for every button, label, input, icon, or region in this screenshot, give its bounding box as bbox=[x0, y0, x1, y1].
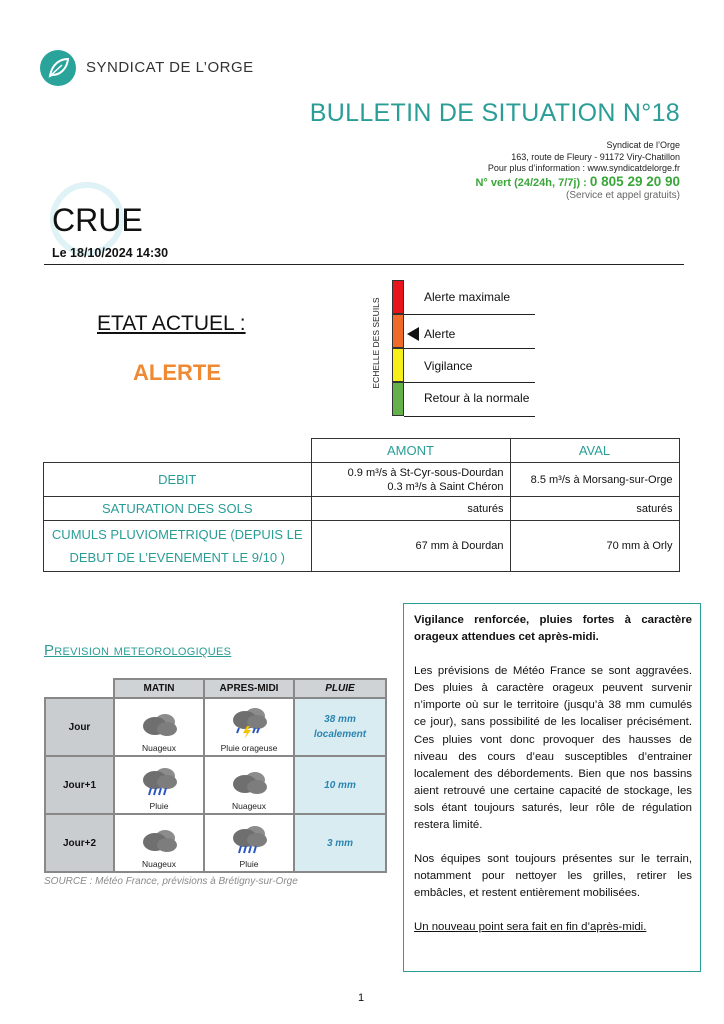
cumuls-amont: 67 mm à Dourdan bbox=[311, 521, 510, 572]
current-level-arrow-icon bbox=[407, 327, 419, 341]
scale-divider bbox=[404, 382, 535, 383]
scale-label-vigilance: Vigilance bbox=[424, 359, 473, 373]
forecast-cell bbox=[204, 698, 294, 756]
condition-label: Pluie orageuse bbox=[220, 743, 278, 753]
condition-label: Nuageux bbox=[141, 859, 177, 869]
rain-amount-value: 3 mm bbox=[326, 837, 354, 849]
rain-amount-value: 10 mm bbox=[324, 779, 356, 791]
scale-level-max bbox=[392, 280, 404, 314]
header-divider bbox=[44, 264, 684, 265]
scale-level-normal bbox=[392, 382, 404, 416]
notice-headline: Vigilance renforcée, pluies fortes à caractère orageux attendues cet après-midi. bbox=[414, 614, 692, 644]
forecast-source: SOURCE : Météo France, prévisions à Brétigny-sur-Orge bbox=[44, 876, 298, 887]
scale-level-vigilance bbox=[392, 348, 404, 382]
status-title: ETAT ACTUEL : bbox=[97, 312, 246, 335]
forecast-title: Prevision meteorologiques bbox=[44, 642, 232, 659]
cloud-icon bbox=[205, 768, 293, 800]
condition-label: Pluie bbox=[149, 801, 169, 811]
forecast-cell bbox=[204, 756, 294, 814]
scale-bar bbox=[392, 280, 404, 416]
col-matin: MATIN bbox=[114, 679, 204, 698]
row-day-label: Jour+2 bbox=[45, 814, 114, 872]
cloud-icon bbox=[115, 826, 203, 858]
green-number-label: N° vert (24/24h, 7/7j) : bbox=[475, 176, 590, 189]
condition-label: Nuageux bbox=[141, 743, 177, 753]
contact-address: 163, route de Fleury - 91172 Viry-Chatillon bbox=[511, 151, 680, 162]
saturation-label: SATURATION DES SOLS bbox=[44, 497, 312, 521]
col-apres-midi: APRES-MIDI bbox=[204, 679, 294, 698]
col-amont: AMONT bbox=[311, 439, 510, 463]
rain-amount bbox=[294, 756, 386, 814]
bulletin-title: BULLETIN DE SITUATION N°18 bbox=[309, 99, 680, 127]
forecast-cell bbox=[204, 814, 294, 872]
debit-amont-1: 0.9 m³/s à St-Cyr-sous-Dourdan bbox=[347, 466, 504, 479]
rain-amount bbox=[294, 814, 386, 872]
debit-label: DEBIT bbox=[44, 463, 312, 497]
scale-divider bbox=[404, 348, 535, 349]
scale-label-max: Alerte maximale bbox=[424, 290, 511, 304]
page-number: 1 bbox=[358, 992, 365, 1004]
debit-amont-2: 0.3 m³/s à Saint Chéron bbox=[387, 480, 504, 493]
notice-box bbox=[403, 603, 701, 972]
notice-closing: Un nouveau point sera fait en fin d’après-midi. bbox=[414, 921, 647, 934]
scale-label-alerte: Alerte bbox=[424, 327, 456, 341]
debit-amont bbox=[311, 463, 510, 497]
forecast-cell bbox=[114, 756, 204, 814]
scale-level-alerte bbox=[392, 314, 404, 348]
rain-amount bbox=[294, 698, 386, 756]
event-date: Le 18/10/2024 14:30 bbox=[52, 246, 169, 260]
scale-axis-label bbox=[366, 292, 386, 402]
forecast-table bbox=[44, 678, 387, 873]
rain-cloud-icon bbox=[205, 824, 293, 858]
cumuls-aval: 70 mm à Orly bbox=[510, 521, 679, 572]
forecast-cell bbox=[114, 814, 204, 872]
cumuls-label: CUMULS PLUVIOMETRIQUE (DEPUIS LE DEBUT DE L’EVENEMENT LE 9/10 ) bbox=[44, 521, 312, 572]
rain-cloud-icon bbox=[115, 766, 203, 800]
rain-amount-value: 38 mm bbox=[324, 714, 356, 725]
forecast-cell bbox=[114, 698, 204, 756]
situation-table bbox=[43, 438, 680, 572]
status-value: ALERTE bbox=[133, 360, 221, 385]
green-number-line bbox=[475, 175, 680, 190]
contact-block bbox=[475, 140, 680, 201]
row-day-label: Jour bbox=[45, 698, 114, 756]
event-type: CRUE bbox=[52, 202, 143, 238]
scale-label-normal: Retour à la normale bbox=[424, 391, 530, 405]
logo-leaf-icon bbox=[40, 50, 76, 86]
saturation-aval: saturés bbox=[510, 497, 679, 521]
free-call-note: (Service et appel gratuits) bbox=[566, 189, 680, 201]
notice-paragraph: Nos équipes sont toujours présentes sur le terrain, notamment pour nettoyer les grilles, retirer les embâcles, et restent entièrement mobilisées. bbox=[414, 853, 692, 900]
col-pluie: PLUIE bbox=[294, 679, 386, 698]
storm-icon bbox=[205, 706, 293, 742]
condition-label: Pluie bbox=[239, 859, 259, 869]
row-day-label: Jour+1 bbox=[45, 756, 114, 814]
green-number: 0 805 29 20 90 bbox=[589, 173, 680, 189]
scale-divider bbox=[404, 314, 535, 315]
rain-amount-note: localement bbox=[313, 729, 367, 740]
notice-paragraph: Les prévisions de Météo France se sont aggravées. Des pluies à caractère orageux peuvent survenir n’importe où sur le territoire (jusqu’à 38 mm cumulés ce jour), sans possibilité de les localiser précisément. Ces pluies vont donc provoquer des hausses de niveau des cours d’eau susceptibles d’entrainer localement des débordements. Bien que nos bassins aient retrouvé une certaine capacité de stockage, les sols étant toujours saturés, leur rôle de régulation restera limité. bbox=[414, 665, 692, 832]
contact-website: Pour plus d’information : www.syndicatdelorge.fr bbox=[487, 163, 680, 173]
cloud-icon bbox=[115, 710, 203, 742]
saturation-amont: saturés bbox=[311, 497, 510, 521]
scale-divider bbox=[404, 416, 535, 417]
org-name: SYNDICAT DE L’ORGE bbox=[86, 59, 254, 76]
col-aval: AVAL bbox=[510, 439, 679, 463]
contact-org: Syndicat de l’Orge bbox=[606, 140, 680, 150]
scale-label-text: ECHELLE DES SEUILS bbox=[371, 297, 381, 389]
condition-label: Nuageux bbox=[231, 801, 267, 811]
debit-aval: 8.5 m³/s à Morsang-sur-Orge bbox=[510, 463, 679, 497]
